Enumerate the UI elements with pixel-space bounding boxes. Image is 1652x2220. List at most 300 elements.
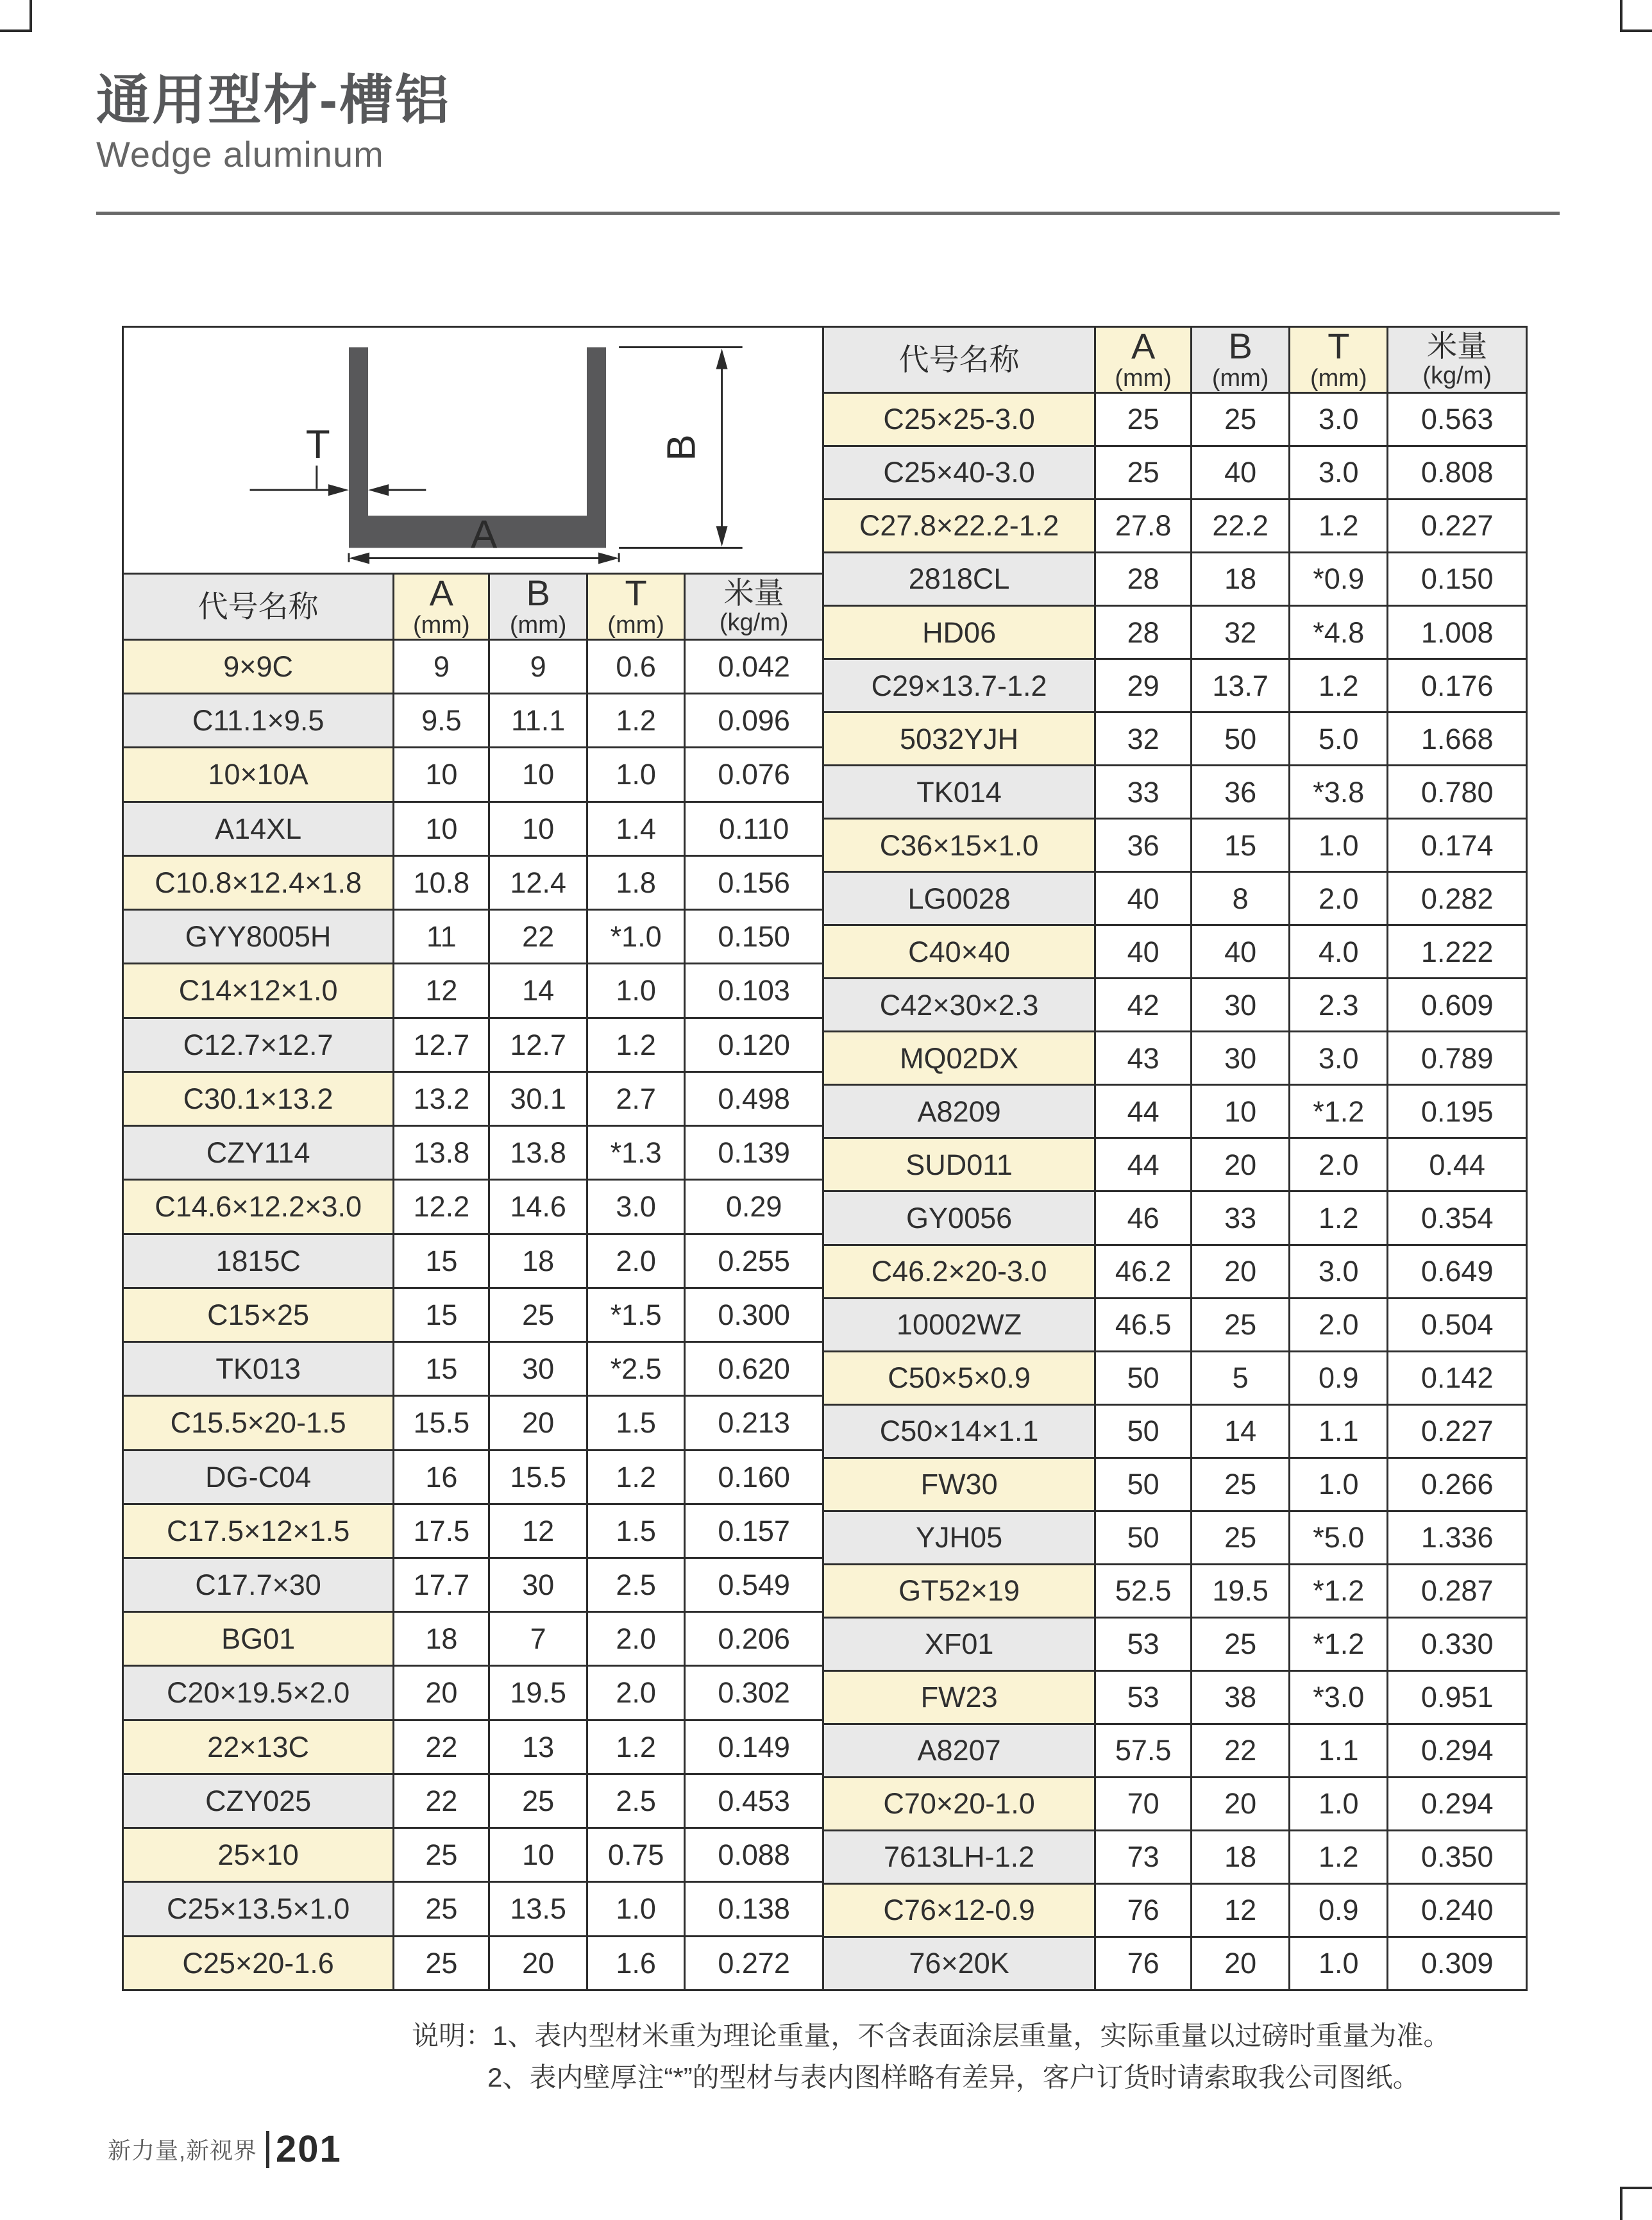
- value-cell: 46: [1094, 1192, 1190, 1243]
- table-row: [824, 711, 1526, 764]
- table-row: [124, 1449, 822, 1503]
- value-cell: 0.354: [1386, 1192, 1526, 1243]
- value-cell: 2.3: [1288, 979, 1386, 1030]
- value-cell: 38: [1190, 1672, 1288, 1723]
- value-cell: 9.5: [392, 694, 488, 746]
- value-cell: 1.2: [1288, 1831, 1386, 1883]
- profile-code-cell: 25×10: [124, 1829, 392, 1881]
- table-row: [824, 818, 1526, 871]
- value-cell: 2.0: [1288, 1139, 1386, 1190]
- value-cell: 1.0: [1288, 1459, 1386, 1510]
- value-cell: 15: [392, 1343, 488, 1395]
- value-cell: 0.174: [1386, 820, 1526, 871]
- value-cell: 8: [1190, 873, 1288, 924]
- value-cell: *1.5: [586, 1289, 684, 1341]
- value-cell: *4.8: [1288, 607, 1386, 658]
- value-cell: 25: [488, 1775, 586, 1827]
- profile-code-cell: TK014: [824, 766, 1094, 818]
- value-cell: 0.294: [1386, 1778, 1526, 1829]
- u-channel-diagram: [124, 328, 822, 573]
- table-row: [124, 746, 822, 800]
- value-cell: 15: [392, 1289, 488, 1341]
- profile-code-cell: C25×20-1.6: [124, 1937, 392, 1989]
- value-cell: 2.7: [586, 1073, 684, 1125]
- value-cell: 53: [1094, 1619, 1190, 1670]
- profile-code-cell: SUD011: [824, 1139, 1094, 1190]
- profile-code-cell: 1815C: [124, 1235, 392, 1287]
- value-cell: 1.2: [1288, 660, 1386, 711]
- value-cell: 0.272: [684, 1937, 822, 1989]
- value-cell: 13: [488, 1721, 586, 1773]
- value-cell: 15: [1190, 820, 1288, 871]
- value-cell: *5.0: [1288, 1512, 1386, 1563]
- table-row: [124, 1719, 822, 1773]
- profile-code-cell: LG0028: [824, 873, 1094, 924]
- header-t: T (mm): [1288, 328, 1386, 392]
- value-cell: 13.8: [392, 1127, 488, 1179]
- profile-code-cell: C17.5×12×1.5: [124, 1505, 392, 1557]
- table-row: [124, 1287, 822, 1341]
- value-cell: 30: [488, 1559, 586, 1611]
- label-b: B: [659, 434, 704, 461]
- value-cell: 1.2: [586, 1019, 684, 1071]
- table-row: [124, 1665, 822, 1719]
- profile-code-cell: C76×12-0.9: [824, 1885, 1094, 1936]
- table-row: [824, 924, 1526, 977]
- profile-code-cell: C10.8×12.4×1.8: [124, 857, 392, 909]
- value-cell: 0.330: [1386, 1619, 1526, 1670]
- table-row: [824, 1883, 1526, 1936]
- crop-mark-bottom-right-v: [1620, 2188, 1622, 2220]
- value-cell: 43: [1094, 1032, 1190, 1084]
- value-cell: 0.563: [1386, 394, 1526, 445]
- value-cell: 1.6: [586, 1937, 684, 1989]
- value-cell: 14: [488, 964, 586, 1016]
- value-cell: 73: [1094, 1831, 1190, 1883]
- value-cell: 0.453: [684, 1775, 822, 1827]
- header-weight: 米量 (kg/m): [684, 575, 822, 639]
- value-cell: 20: [488, 1937, 586, 1989]
- page-title: 通用型材-槽铝: [96, 70, 451, 130]
- profile-code-cell: 7613LH-1.2: [824, 1831, 1094, 1883]
- value-cell: 1.2: [586, 1451, 684, 1503]
- value-cell: 1.2: [1288, 500, 1386, 551]
- table-row: [824, 1936, 1526, 1989]
- value-cell: 1.2: [1288, 1192, 1386, 1243]
- value-cell: 0.149: [684, 1721, 822, 1773]
- table-row: [824, 551, 1526, 605]
- value-cell: *2.5: [586, 1343, 684, 1395]
- profile-code-cell: MQ02DX: [824, 1032, 1094, 1084]
- value-cell: 20: [392, 1667, 488, 1719]
- table-row: [124, 855, 822, 909]
- value-cell: 0.227: [1386, 500, 1526, 551]
- table-row: [824, 392, 1526, 445]
- table-row: [824, 1030, 1526, 1084]
- profile-code-cell: C25×25-3.0: [824, 394, 1094, 445]
- value-cell: 0.160: [684, 1451, 822, 1503]
- value-cell: 1.2: [586, 1721, 684, 1773]
- value-cell: 0.9: [1288, 1885, 1386, 1936]
- value-cell: 2.0: [586, 1613, 684, 1665]
- value-cell: 0.609: [1386, 979, 1526, 1030]
- profile-code-cell: HD06: [824, 607, 1094, 658]
- right-profile-table: [822, 326, 1528, 1991]
- value-cell: 22: [392, 1721, 488, 1773]
- profile-code-cell: C20×19.5×2.0: [124, 1667, 392, 1719]
- table-row: [124, 1071, 822, 1125]
- table-row: [824, 1137, 1526, 1190]
- profile-code-cell: FW30: [824, 1459, 1094, 1510]
- left-profile-table: [122, 326, 824, 1991]
- note-line-1: 说明：1、表内型材米重为理论重量，不含表面涂层重量，实际重量以过磅时重量为准。: [412, 2021, 1451, 2051]
- label-a: A: [470, 512, 498, 557]
- value-cell: 1.0: [1288, 1778, 1386, 1829]
- value-cell: 0.951: [1386, 1672, 1526, 1723]
- value-cell: 30.1: [488, 1073, 586, 1125]
- value-cell: 0.120: [684, 1019, 822, 1071]
- table-row: [124, 1773, 822, 1827]
- value-cell: 76: [1094, 1885, 1190, 1936]
- table-row: [824, 1350, 1526, 1404]
- value-cell: 25: [392, 1829, 488, 1881]
- value-cell: 0.156: [684, 857, 822, 909]
- table-row: [824, 1829, 1526, 1883]
- value-cell: 25: [392, 1937, 488, 1989]
- value-cell: 14.6: [488, 1181, 586, 1232]
- value-cell: 20: [488, 1397, 586, 1449]
- profile-code-cell: A14XL: [124, 803, 392, 855]
- left-table-header: [124, 573, 822, 639]
- value-cell: 1.0: [586, 964, 684, 1016]
- value-cell: 10: [488, 1829, 586, 1881]
- table-row: [824, 1244, 1526, 1297]
- footer-divider: [266, 2131, 269, 2168]
- value-cell: 15: [392, 1235, 488, 1287]
- table-row: [124, 1125, 822, 1179]
- value-cell: *3.8: [1288, 766, 1386, 818]
- profile-code-cell: 10002WZ: [824, 1299, 1094, 1350]
- value-cell: 13.8: [488, 1127, 586, 1179]
- header-a: A (mm): [392, 575, 488, 639]
- value-cell: 57.5: [1094, 1725, 1190, 1776]
- value-cell: 25: [1190, 1619, 1288, 1670]
- value-cell: 9: [392, 641, 488, 693]
- value-cell: 5: [1190, 1352, 1288, 1404]
- profile-code-cell: C36×15×1.0: [824, 820, 1094, 871]
- value-cell: 3.0: [1288, 394, 1386, 445]
- value-cell: 0.75: [586, 1829, 684, 1881]
- table-row: [124, 1827, 822, 1881]
- table-row: [824, 1563, 1526, 1617]
- table-row: [124, 1341, 822, 1395]
- value-cell: 0.157: [684, 1505, 822, 1557]
- value-cell: 0.300: [684, 1289, 822, 1341]
- value-cell: 0.206: [684, 1613, 822, 1665]
- table-row: [824, 871, 1526, 924]
- profile-code-cell: C15.5×20-1.5: [124, 1397, 392, 1449]
- value-cell: 2.0: [586, 1667, 684, 1719]
- value-cell: 18: [488, 1235, 586, 1287]
- value-cell: 40: [1094, 873, 1190, 924]
- crop-mark-top-left-v: [30, 0, 32, 32]
- footer-brand: 新力量,新视界: [108, 2137, 258, 2164]
- value-cell: *1.2: [1288, 1619, 1386, 1670]
- value-cell: 0.549: [684, 1559, 822, 1611]
- value-cell: 25: [1190, 394, 1288, 445]
- value-cell: 0.789: [1386, 1032, 1526, 1084]
- value-cell: 3.0: [586, 1181, 684, 1232]
- value-cell: 15.5: [392, 1397, 488, 1449]
- value-cell: 0.213: [684, 1397, 822, 1449]
- value-cell: 1.222: [1386, 926, 1526, 977]
- profile-code-cell: 5032YJH: [824, 713, 1094, 764]
- profile-code-cell: C50×5×0.9: [824, 1352, 1094, 1404]
- title-divider: [96, 212, 1560, 215]
- profile-code-cell: C30.1×13.2: [124, 1073, 392, 1125]
- value-cell: 40: [1190, 926, 1288, 977]
- profile-code-cell: XF01: [824, 1619, 1094, 1670]
- value-cell: 12.4: [488, 857, 586, 909]
- table-row: [824, 764, 1526, 818]
- profile-code-cell: C12.7×12.7: [124, 1019, 392, 1071]
- value-cell: *1.3: [586, 1127, 684, 1179]
- value-cell: 0.294: [1386, 1725, 1526, 1776]
- profile-code-cell: C27.8×22.2-1.2: [824, 500, 1094, 551]
- table-row: [124, 1557, 822, 1611]
- value-cell: 14: [1190, 1406, 1288, 1457]
- value-cell: 1.008: [1386, 607, 1526, 658]
- value-cell: 0.150: [684, 911, 822, 963]
- value-cell: 40: [1190, 447, 1288, 498]
- profile-code-cell: 2818CL: [824, 553, 1094, 605]
- value-cell: 30: [1190, 979, 1288, 1030]
- header-b: B (mm): [488, 575, 586, 639]
- label-t: T: [305, 423, 330, 467]
- profile-code-cell: GY0056: [824, 1192, 1094, 1243]
- value-cell: *0.9: [1288, 553, 1386, 605]
- table-row: [824, 445, 1526, 498]
- value-cell: 19.5: [488, 1667, 586, 1719]
- profile-code-cell: FW23: [824, 1672, 1094, 1723]
- value-cell: 13.2: [392, 1073, 488, 1125]
- value-cell: 0.076: [684, 748, 822, 800]
- table-row: [824, 658, 1526, 711]
- value-cell: 0.620: [684, 1343, 822, 1395]
- table-row: [824, 1670, 1526, 1723]
- value-cell: 11.1: [488, 694, 586, 746]
- table-row: [824, 1457, 1526, 1510]
- right-table-header: [824, 325, 1526, 392]
- value-cell: 25: [1190, 1512, 1288, 1563]
- value-cell: 0.282: [1386, 873, 1526, 924]
- profile-code-cell: DG-C04: [124, 1451, 392, 1503]
- value-cell: 70: [1094, 1778, 1190, 1829]
- title-block: [96, 71, 451, 175]
- value-cell: 50: [1094, 1459, 1190, 1510]
- profile-code-cell: 22×13C: [124, 1721, 392, 1773]
- value-cell: 0.350: [1386, 1831, 1526, 1883]
- table-row: [124, 909, 822, 963]
- value-cell: 1.2: [586, 694, 684, 746]
- value-cell: 0.302: [684, 1667, 822, 1719]
- value-cell: 0.309: [1386, 1938, 1526, 1989]
- header-weight: 米量 (kg/m): [1386, 328, 1526, 392]
- profile-code-cell: GT52×19: [824, 1565, 1094, 1617]
- value-cell: 1.336: [1386, 1512, 1526, 1563]
- table-row: [824, 605, 1526, 658]
- notes-label: 说明：: [412, 2021, 493, 2051]
- value-cell: 2.5: [586, 1559, 684, 1611]
- value-cell: 0.103: [684, 964, 822, 1016]
- value-cell: 53: [1094, 1672, 1190, 1723]
- value-cell: 0.287: [1386, 1565, 1526, 1617]
- value-cell: 10: [392, 748, 488, 800]
- value-cell: 1.0: [1288, 1938, 1386, 1989]
- header-t: T (mm): [586, 575, 684, 639]
- notes-block: [412, 2015, 1450, 2098]
- value-cell: 9: [488, 641, 586, 693]
- profile-diagram-cell: [124, 328, 822, 573]
- value-cell: 0.6: [586, 641, 684, 693]
- header-name: 代号名称: [824, 328, 1094, 392]
- value-cell: 46.5: [1094, 1299, 1190, 1350]
- value-cell: 0.142: [1386, 1352, 1526, 1404]
- profile-code-cell: C11.1×9.5: [124, 694, 392, 746]
- value-cell: 13.7: [1190, 660, 1288, 711]
- table-row: [124, 801, 822, 855]
- value-cell: *1.2: [1288, 1086, 1386, 1137]
- value-cell: 13.5: [488, 1883, 586, 1935]
- profile-code-cell: C14.6×12.2×3.0: [124, 1181, 392, 1232]
- crop-mark-top-right-h: [1620, 29, 1652, 32]
- table-row: [124, 1503, 822, 1557]
- profile-code-cell: 10×10A: [124, 748, 392, 800]
- profile-code-cell: C70×20-1.0: [824, 1778, 1094, 1829]
- value-cell: 27.8: [1094, 500, 1190, 551]
- table-row: [824, 1617, 1526, 1670]
- table-row: [824, 1723, 1526, 1776]
- table-row: [824, 1404, 1526, 1457]
- value-cell: 2.0: [586, 1235, 684, 1287]
- value-cell: 12.2: [392, 1181, 488, 1232]
- value-cell: 0.139: [684, 1127, 822, 1179]
- table-row: [124, 1935, 822, 1989]
- value-cell: *1.0: [586, 911, 684, 963]
- value-cell: 0.44: [1386, 1139, 1526, 1190]
- value-cell: 10: [392, 803, 488, 855]
- table-row: [824, 1190, 1526, 1243]
- value-cell: 1.0: [586, 1883, 684, 1935]
- profile-code-cell: C29×13.7-1.2: [824, 660, 1094, 711]
- value-cell: 1.668: [1386, 713, 1526, 764]
- header-a: A (mm): [1094, 328, 1190, 392]
- value-cell: 25: [1094, 447, 1190, 498]
- value-cell: 25: [392, 1883, 488, 1935]
- value-cell: 0.504: [1386, 1299, 1526, 1350]
- value-cell: 0.096: [684, 694, 822, 746]
- profile-code-cell: C14×12×1.0: [124, 964, 392, 1016]
- tables-area: [122, 326, 1528, 1991]
- value-cell: 2.5: [586, 1775, 684, 1827]
- value-cell: 10.8: [392, 857, 488, 909]
- value-cell: 0.808: [1386, 447, 1526, 498]
- value-cell: 0.042: [684, 641, 822, 693]
- profile-code-cell: YJH05: [824, 1512, 1094, 1563]
- value-cell: 0.110: [684, 803, 822, 855]
- value-cell: 25: [1190, 1299, 1288, 1350]
- profile-code-cell: C25×13.5×1.0: [124, 1883, 392, 1935]
- table-row: [824, 1297, 1526, 1350]
- value-cell: 18: [1190, 1831, 1288, 1883]
- value-cell: 16: [392, 1451, 488, 1503]
- table-row: [824, 1510, 1526, 1563]
- value-cell: 28: [1094, 553, 1190, 605]
- value-cell: 1.5: [586, 1397, 684, 1449]
- table-row: [824, 498, 1526, 551]
- value-cell: 32: [1190, 607, 1288, 658]
- page-footer: [108, 2128, 342, 2171]
- value-cell: 12.7: [392, 1019, 488, 1071]
- value-cell: 12: [488, 1505, 586, 1557]
- value-cell: 36: [1190, 766, 1288, 818]
- table-row: [124, 963, 822, 1016]
- value-cell: 42: [1094, 979, 1190, 1030]
- value-cell: 2.0: [1288, 1299, 1386, 1350]
- value-cell: 50: [1094, 1512, 1190, 1563]
- value-cell: 0.088: [684, 1829, 822, 1881]
- value-cell: 22: [1190, 1725, 1288, 1776]
- value-cell: 10: [1190, 1086, 1288, 1137]
- table-row: [124, 1881, 822, 1935]
- value-cell: 0.29: [684, 1181, 822, 1232]
- value-cell: 50: [1094, 1352, 1190, 1404]
- profile-code-cell: C46.2×20-3.0: [824, 1246, 1094, 1297]
- profile-code-cell: C42×30×2.3: [824, 979, 1094, 1030]
- value-cell: 33: [1190, 1192, 1288, 1243]
- value-cell: 0.780: [1386, 766, 1526, 818]
- value-cell: 0.150: [1386, 553, 1526, 605]
- value-cell: 10: [488, 748, 586, 800]
- value-cell: 44: [1094, 1086, 1190, 1137]
- value-cell: 1.1: [1288, 1725, 1386, 1776]
- value-cell: 4.0: [1288, 926, 1386, 977]
- note-line-2: 2、表内壁厚注“*”的型材与表内图样略有差异，客户订货时请索取我公司图纸。: [487, 2062, 1420, 2093]
- value-cell: 32: [1094, 713, 1190, 764]
- value-cell: 0.9: [1288, 1352, 1386, 1404]
- value-cell: *1.2: [1288, 1565, 1386, 1617]
- table-row: [824, 1776, 1526, 1829]
- table-row: [124, 1233, 822, 1287]
- value-cell: 19.5: [1190, 1565, 1288, 1617]
- table-row: [124, 639, 822, 693]
- profile-code-cell: TK013: [124, 1343, 392, 1395]
- value-cell: 50: [1094, 1406, 1190, 1457]
- table-row: [824, 977, 1526, 1030]
- value-cell: 0.498: [684, 1073, 822, 1125]
- value-cell: 1.5: [586, 1505, 684, 1557]
- page-subtitle: Wedge aluminum: [96, 134, 384, 175]
- value-cell: 0.176: [1386, 660, 1526, 711]
- header-b: B (mm): [1190, 328, 1288, 392]
- profile-code-cell: GYY8005H: [124, 911, 392, 963]
- header-name: 代号名称: [124, 575, 392, 639]
- value-cell: 12.7: [488, 1019, 586, 1071]
- value-cell: 36: [1094, 820, 1190, 871]
- value-cell: 1.4: [586, 803, 684, 855]
- value-cell: 22: [392, 1775, 488, 1827]
- value-cell: 30: [1190, 1032, 1288, 1084]
